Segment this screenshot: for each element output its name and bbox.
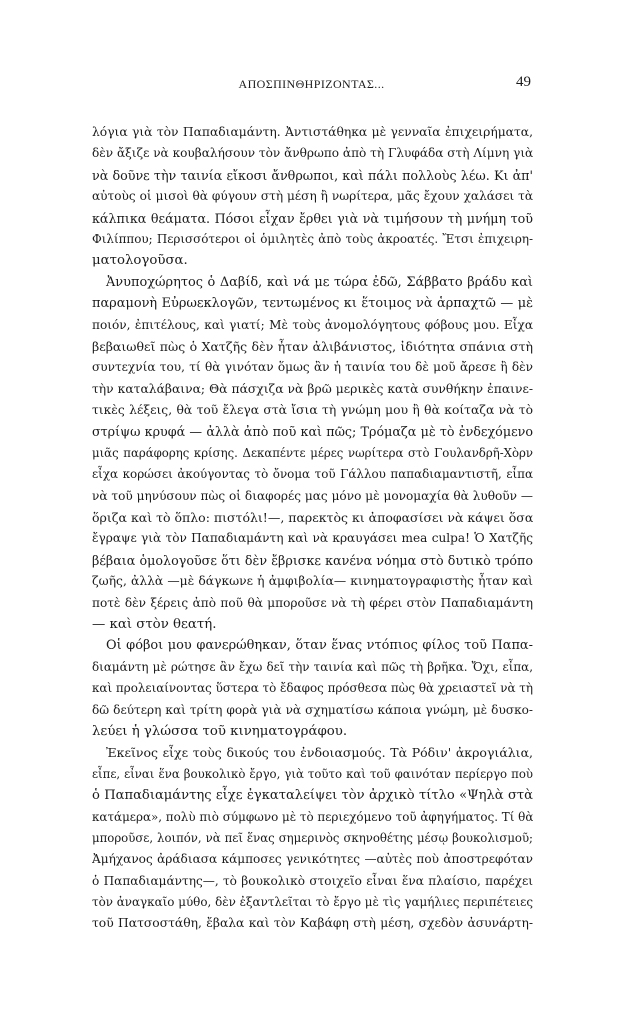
text-line: κάλπικα θεάματα. Πόσοι εἶχαν ἔρθει γιὰ νὰ τιμήσουν τὴ μνήμη τοῦ	[92, 210, 533, 226]
running-head	[92, 74, 531, 94]
text-line: στρίψω κρυφά — ἀλλὰ ἀπὸ ποῦ καὶ πῶς; Τρόμαζα μὲ τὸ ἐνδεχόμενο	[92, 424, 533, 440]
body-text	[92, 122, 533, 935]
text-line: λεύει ἡ γλώσσα τοῦ κινηματογράφου.	[92, 723, 348, 739]
text-line: Ἐκεῖνος εἶχε τοὺς δικούς του ἐνδοιασμούς. Τὰ Ρόδιν' ἀκρογιάλια,	[106, 745, 533, 761]
text-line: ἔγραψε γιὰ τὸν Παπαδιαμάντη καὶ νὰ κραυγάσει mea culpa! Ὁ Χατζῆς	[92, 531, 533, 546]
text-line: ὁ Παπαδιαμάντης εἶχε ἐγκαταλείψει τὸν ἀρχικὸ τίτλο «Ψηλὰ στὰ	[92, 788, 533, 804]
page-number: 49	[516, 74, 531, 90]
text-line: λόγια γιὰ τὸν Παπαδιαμάντη. Ἀντιστάθηκα μὲ γενναῖα ἐπιχειρήματα,	[92, 125, 533, 139]
text-line: διαμάντη μὲ ρώτησε ἂν ἔχω δεῖ τὴν ταινία καὶ πῶς τὴ βρῆκα. Ὄχι, εἶπα,	[92, 659, 533, 674]
text-line: μποροῦσε, λοιπόν, νὰ πεῖ ἕνας σημερινὸς σκηνοθέτης μέσῳ βουκολισμοῦ;	[92, 830, 533, 845]
text-line: ὅριζα καὶ τὸ ὅπλο: πιστόλι!—, παρεκτὸς κι ἀποφασίσει νὰ κάψει ὅσα	[92, 510, 533, 526]
text-line: τὸν ἀναγκαῖο μύθο, δὲν ἐξαντλεῖται τὸ ἔργο μὲ τὶς γαμήλιες περιπέτειες	[92, 895, 533, 910]
text-line: εἶπε, εἶναι ἕνα βουκολικὸ ἔργο, γιὰ τοῦτο καὶ τοῦ φαινόταν περίεργο ποὺ	[92, 766, 533, 781]
text-line: τὴν καταλάβαινα; Θὰ πάσχιζα νὰ βρῶ μερικὲς κατὰ συνθήκην ἐπαινε-	[92, 381, 533, 396]
text-line: Ἀμήχανος ἀράδιασα κάμποσες γενικότητες —αὐτὲς ποὺ ἀποστρεφόταν	[92, 852, 533, 867]
text-line: ματολογοῦσα.	[92, 253, 188, 269]
text-line: τικὲς λέξεις, θὰ τοῦ ἔλεγα στὰ ἴσια τὴ γνώμη μου ἢ θὰ κοίταζα νὰ τὸ	[92, 403, 533, 418]
text-line: βεβαιωθεῖ πὼς ὁ Χατζῆς δὲν ἦταν ἀλιβάνιστος, ἰδιότητα σπάνια στὴ	[92, 338, 533, 354]
text-line: ζωῆς, ἀλλὰ —μὲ δάγκωνε ἡ ἀμφιβολία— κινηματογραφιστὴς ἦταν καὶ	[92, 574, 533, 589]
text-line: τοῦ Πατσοστάθη, ἔβαλα καὶ τὸν Καβάφη στὴ μέση, σχεδὸν ἀσυνάρτη-	[92, 916, 533, 931]
text-line: ποτὲ δὲν ξέρεις ἀπὸ ποῦ θὰ μποροῦσε νὰ τὴ φέρει στὸν Παπαδιαμάντη	[92, 595, 533, 610]
text-line: ὁ Παπαδιαμάντης—, τὸ βουκολικὸ στοιχεῖο εἶναι ἕνα πλαίσιο, παρέχει	[92, 873, 533, 888]
text-line: Φιλίππου; Περισσότεροι οἱ ὁμιλητὲς ἀπὸ τοὺς ἀκροατές. Ἔτσι ἐπιχειρη-	[92, 231, 533, 246]
text-line: παραμονὴ Εὐρωεκλογῶν, τεντωμένος κι ἕτοιμος νὰ ἁρπαχτῶ — μὲ	[92, 296, 533, 312]
text-line: καὶ προλειαίνοντας ὕστερα τὸ ἔδαφος πρόσθεσα πὼς θὰ χρειαστεῖ νὰ τὴ	[92, 681, 533, 696]
text-line: εἶχα κορώσει ἀκούγοντας τὸ ὄνομα τοῦ Γάλλου παπαδιαμαντιστῆ, εἶπα	[92, 467, 533, 482]
running-title: ΑΠΟΣΠΙΝΘΗΡΙΖΟΝΤΑΣ...	[238, 77, 385, 91]
text-line: Οἱ φόβοι μου φανερώθηκαν, ὅταν ἕνας ντόπιος φίλος τοῦ Παπα-	[106, 638, 533, 654]
text-line: δῶ δεύτερη καὶ τρίτη φορὰ γιὰ νὰ σχηματίσω κάποια γνώμη, μὲ δυσκο-	[92, 702, 533, 717]
text-line: νὰ τοῦ μηνύσουν πὼς οἱ διαφορές μας μόνο μὲ μονομαχία θὰ λυθοῦν —	[92, 488, 533, 503]
text-line: — καὶ στὸν θεατή.	[92, 616, 217, 632]
text-line: αὐτοὺς οἱ μισοὶ θὰ φύγουν στὴ μέση ἢ νωρίτερα, μᾶς ἔχουν χαλάσει τὰ	[92, 189, 533, 204]
text-line: Ἀνυποχώρητος ὁ Δαβίδ, καὶ νά με τώρα ἐδῶ, Σάββατο βράδυ καὶ	[106, 274, 533, 290]
text-line: ποιόν, ἐπιτέλους, καὶ γιατί; Μὲ τοὺς ἀνομολόγητους φόβους μου. Εἶχα	[92, 317, 533, 332]
text-line: μιᾶς παράφορης κρίσης. Δεκαπέντε μέρες νωρίτερα στὸ Γουλανδρῆ-Χὸρν	[92, 445, 533, 460]
text-line: δὲν ἄξιζε νὰ κουβαλήσουν τὸν ἄνθρωπο ἀπὸ τὴ Γλυφάδα στὴ Λίμνη γιὰ	[92, 146, 533, 161]
text-line: συντεχνία του, τί θὰ γινόταν ὅμως ἂν ἡ ταινία του δὲ μοῦ ἄρεσε ἢ δὲν	[92, 360, 533, 375]
text-line: κατάμερα», πολὺ πιὸ σύμφωνο μὲ τὸ περιεχόμενο τοῦ ἀφηγήματος. Τί θὰ	[92, 809, 533, 824]
text-line: νὰ δοῦνε τὴν ταινία εἴκοσι ἄνθρωποι, καὶ πάλι πολλοὺς λέω. Κι ἀπ'	[92, 167, 533, 183]
text-line: βέβαια ὁμολογοῦσε ὅτι δὲν ἔβρισκε κανένα νόημα στὸ δυτικὸ τρόπο	[92, 552, 533, 568]
